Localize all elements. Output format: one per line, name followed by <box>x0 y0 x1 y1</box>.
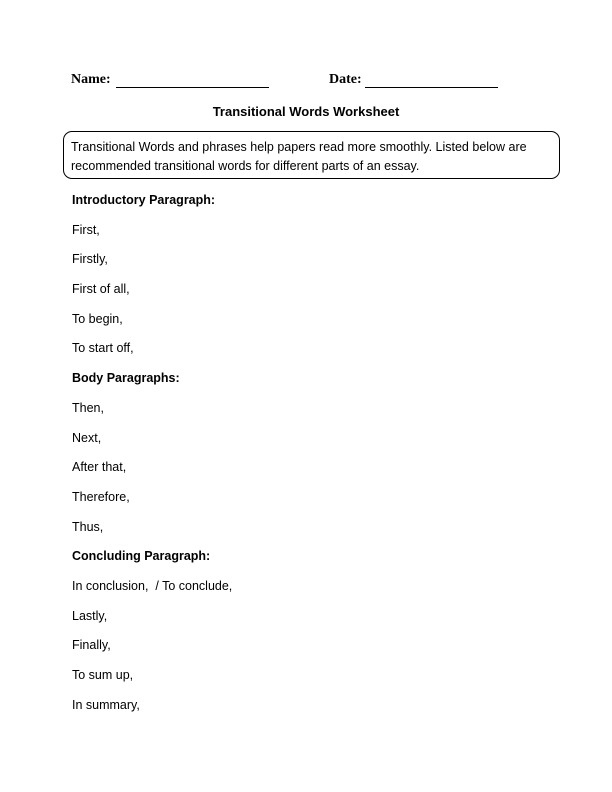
list-item: Therefore, <box>72 489 130 504</box>
list-item: Finally, <box>72 638 111 653</box>
section-heading-body: Body Paragraphs: <box>72 371 180 386</box>
section-heading-concluding: Concluding Paragraph: <box>72 549 211 564</box>
worksheet-header <box>71 72 551 92</box>
list-item: Lastly, <box>72 608 108 623</box>
list-item: In summary, <box>72 697 140 712</box>
list-item: First, <box>72 222 100 237</box>
intro-box: Transitional Words and phrases help papers read more smoothly. Listed below are recommended transitional words for different parts of an essay. <box>63 131 560 179</box>
transition-word-list <box>72 190 232 724</box>
name-label: Name: <box>71 72 111 87</box>
name-field[interactable] <box>116 87 269 88</box>
list-item: Then, <box>72 400 104 415</box>
date-field[interactable] <box>365 87 498 88</box>
list-item: To begin, <box>72 311 123 326</box>
list-item: To start off, <box>72 341 134 356</box>
section-heading-introductory: Introductory Paragraph: <box>72 193 216 207</box>
list-item: After that, <box>72 460 127 475</box>
list-item: To sum up, <box>72 668 134 682</box>
list-item: Next, <box>72 430 102 445</box>
date-label: Date: <box>329 72 362 87</box>
list-item: In conclusion, / To conclude, <box>72 578 233 593</box>
worksheet-title: Transitional Words Worksheet <box>212 104 400 119</box>
list-item: Thus, <box>72 519 104 534</box>
list-item: Firstly, <box>72 252 108 267</box>
list-item: First of all, <box>72 282 130 297</box>
